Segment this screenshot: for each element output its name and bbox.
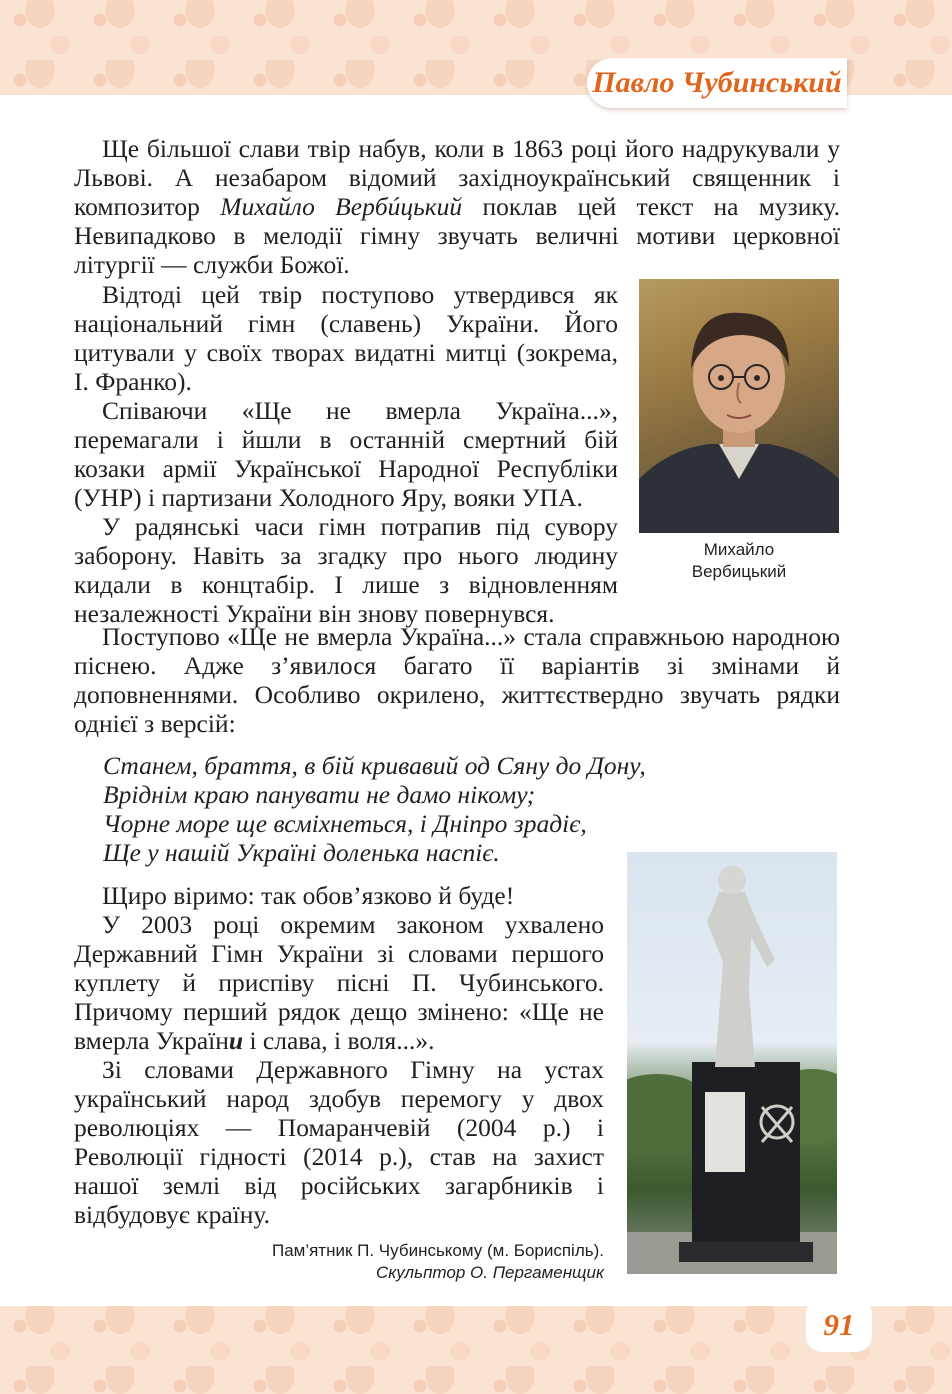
paragraph-intro [74, 134, 840, 279]
lower-paragraphs [74, 881, 604, 1229]
monument-caption-line2: Скульптор О. Пергаменщик [375, 1263, 604, 1282]
poem-line: Станем, браття, в бій кривавий од Сяну до Дону, [103, 751, 646, 780]
paragraph-revolutions: Зі словами Державного Гімну на устах український народ здобув перемогу у двох революціях — Помаранчевій (2004 р.) і Революції гідності (2014 р.), став на захист нашої землі від російських загарбників і відбудовує країну. [74, 1055, 604, 1229]
poem-verse [103, 751, 723, 867]
portrait-caption-line1: Михайло [703, 540, 775, 559]
portrait-caption-line2: Вербицький [691, 562, 787, 581]
paragraph-folk-song: Поступово «Ще не вмерла Україна...» стала справжньою народною піснею. Адже з’явилося багато її варіантів зі змінами й доповненнями. Особливо окрилено, життєствердно звучать рядки однієї з версій: [74, 622, 840, 738]
intro-text-end: поклав цей текст на музику. Невипадково в мелодії гімну звучать величні мотиви церковної літургії — служби Божої. [74, 192, 840, 279]
verbytskyi-portrait [639, 279, 839, 533]
paragraph-soviet-ban: У радянські часи гімн потрапив під сувору заборону. Навіть за згадку про нього людину кидали в концтабір. І лише з відновленням незалежності України він знову повернувся. [74, 512, 618, 628]
poem-line: Ще у нашій Україні доленька наспіє. [103, 838, 500, 867]
chapter-title: Павло Чубинський [592, 66, 842, 99]
composer-name: Михайло Вербúцький [220, 192, 463, 221]
emphasized-letter: и [228, 1026, 244, 1055]
paragraph-law-2003: У 2003 році окремим законом ухвалено Державний Гімн України зі словами першого куплету й приспіву пісні П. Чубинського. Причому перший рядок дещо змінено: «Ще не вмерла України і слава, і воля...». [74, 910, 604, 1055]
monument-caption-line1: Пам’ятник П. Чубинському (м. Бориспіль). [271, 1241, 604, 1260]
chubynskyi-monument-photo [627, 852, 837, 1274]
page-number: 91 [806, 1298, 872, 1352]
poem-line: Вріднім краю панувати не дамо нікому; [103, 780, 536, 809]
monument-illustration [627, 852, 837, 1274]
column-paragraphs [74, 280, 618, 628]
chapter-header [587, 58, 847, 108]
paragraph-belief: Щиро віримо: так обов’язково й буде! [102, 881, 515, 910]
monument-caption [100, 1240, 604, 1284]
paragraph-anthem-status: Відтоді цей твір поступово утвердився як національний гімн (славень) України. Його цитували у своїх творах видатні митці (зокрема, І. Франко). [74, 280, 618, 396]
portrait-caption [639, 539, 839, 583]
poem-line: Чорне море ще всміхнеться, і Дніпро зрадіє, [103, 809, 587, 838]
portrait-illustration [639, 279, 839, 533]
intro-text-start: Ще більшої слави твір набув, коли в 1863 році його надрукували у Львові. А незабаром відомий західноукраїнський священник і композитор [74, 134, 840, 221]
paragraph-battles: Співаючи «Ще не вмерла Україна...», перемагали і йшли в останній смертний бій козаки армії Української Народної Республіки (УНР) і партизани Холодного Яру, вояки УПА. [74, 396, 618, 512]
